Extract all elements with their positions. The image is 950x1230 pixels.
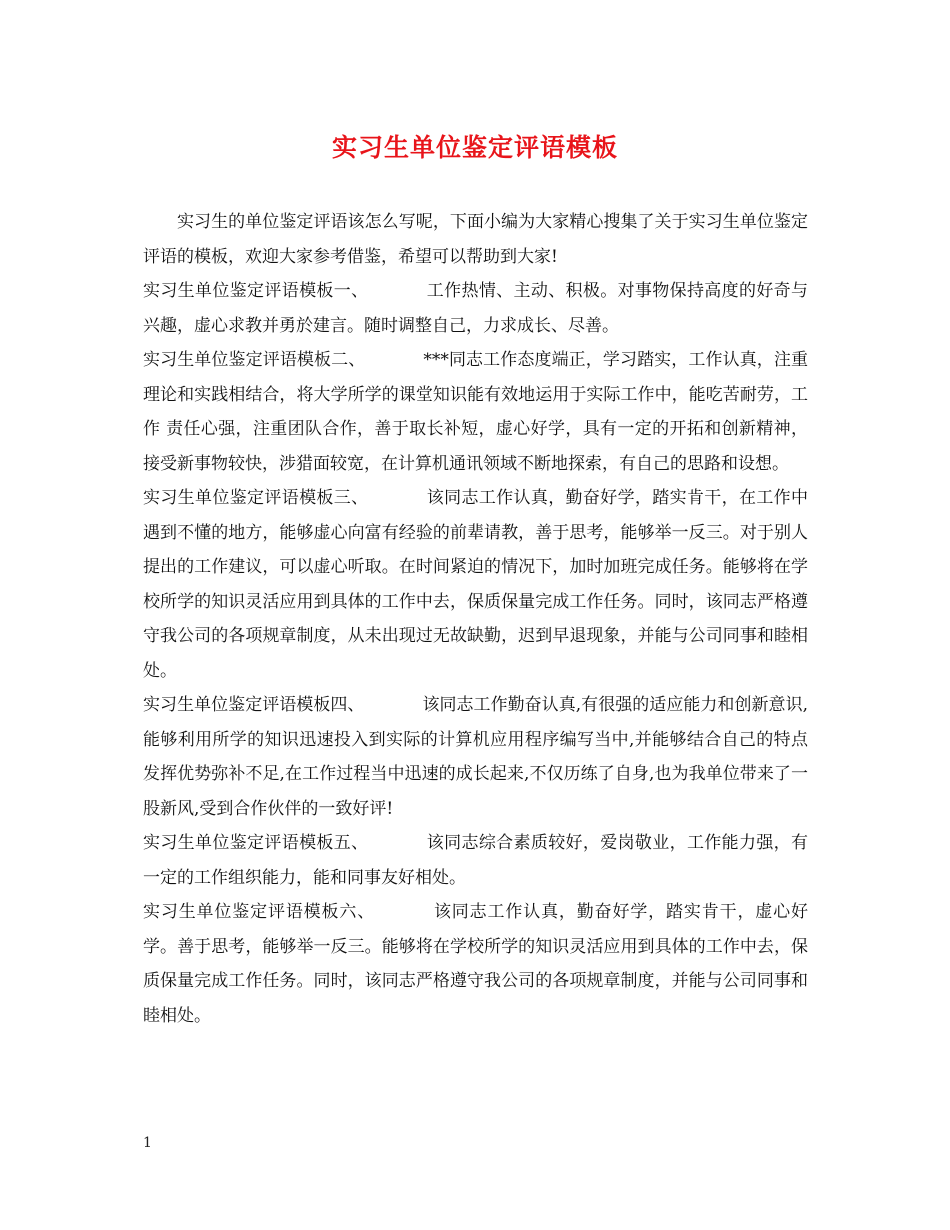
section-heading: 实习生单位鉴定评语模板六、 xyxy=(143,902,376,922)
section-heading: 实习生单位鉴定评语模板一、 xyxy=(143,281,369,301)
section-heading: 实习生单位鉴定评语模板二、 xyxy=(143,350,366,370)
section-1 xyxy=(143,274,808,343)
section-text: 该同志工作勤奋认真,有很强的适应能力和创新意识,能够利用所学的知识迅速投入到实际的计算机应用程序编写当中,并能够结合自己的特点发挥优势弥补不足,在工作过程当中迅速的成长起来,不仅历练了自身,也为我单位带来了一股新风,受到合作伙伴的一致好评! xyxy=(143,695,808,819)
intro-paragraph: 实习生的单位鉴定评语该怎么写呢，下面小编为大家精心搜集了关于实习生单位鉴定评语的模板，欢迎大家参考借鉴，希望可以帮助到大家! xyxy=(143,212,808,267)
section-5 xyxy=(143,826,808,895)
section-text: 该同志工作认真，勤奋好学，踏实肯干，虚心好学。善于思考，能够举一反三。能够将在学校所学的知识灵活应用到具体的工作中去，保质保量完成工作任务。同时，该同志严格遵守我公司的各项规章制度，并能与公司同事和睦相处。 xyxy=(143,902,809,1026)
section-4 xyxy=(143,688,808,826)
section-2 xyxy=(143,343,808,481)
section-heading: 实习生单位鉴定评语模板三、 xyxy=(143,488,369,508)
page-title: 实习生单位鉴定评语模板 xyxy=(331,133,618,162)
section-text: 该同志综合素质较好，爱岗敬业，工作能力强，有一定的工作组织能力，能和同事友好相处。 xyxy=(143,833,809,888)
section-3 xyxy=(143,481,808,688)
section-text: 工作热情、主动、积极。对事物保持高度的好奇与兴趣，虚心求教并勇於建言。随时调整自己，力求成长、尽善。 xyxy=(143,281,809,336)
section-6 xyxy=(143,895,808,1033)
section-text: 该同志工作认真，勤奋好学，踏实肯干，在工作中遇到不懂的地方，能够虚心向富有经验的前辈请教，善于思考，能够举一反三。对于别人提出的工作建议，可以虚心听取。在时间紧迫的情况下，加时加班完成任务。能够将在学校所学的知识灵活应用到具体的工作中去，保质保量完成工作任务。同时，该同志严格遵守我公司的各项规章制度，从未出现过无故缺勤，迟到早退现象，并能与公司同事和睦相处。 xyxy=(143,488,809,681)
page-number: 1 xyxy=(143,1135,152,1151)
section-heading: 实习生单位鉴定评语模板五、 xyxy=(143,833,369,853)
document-body xyxy=(143,205,808,1033)
section-heading: 实习生单位鉴定评语模板四、 xyxy=(143,695,365,715)
section-text: ***同志工作态度端正，学习踏实，工作认真，注重理论和实践相结合，将大学所学的课堂知识能有效地运用于实际工作中，能吃苦耐劳，工作 责任心强，注重团队合作，善于取长补短，虚心好学，具有一定的开拓和创新精神，接受新事物较快，涉猎面较宽，在计算机通讯领域不断地探索，有自己的思路和设想。 xyxy=(143,350,809,474)
